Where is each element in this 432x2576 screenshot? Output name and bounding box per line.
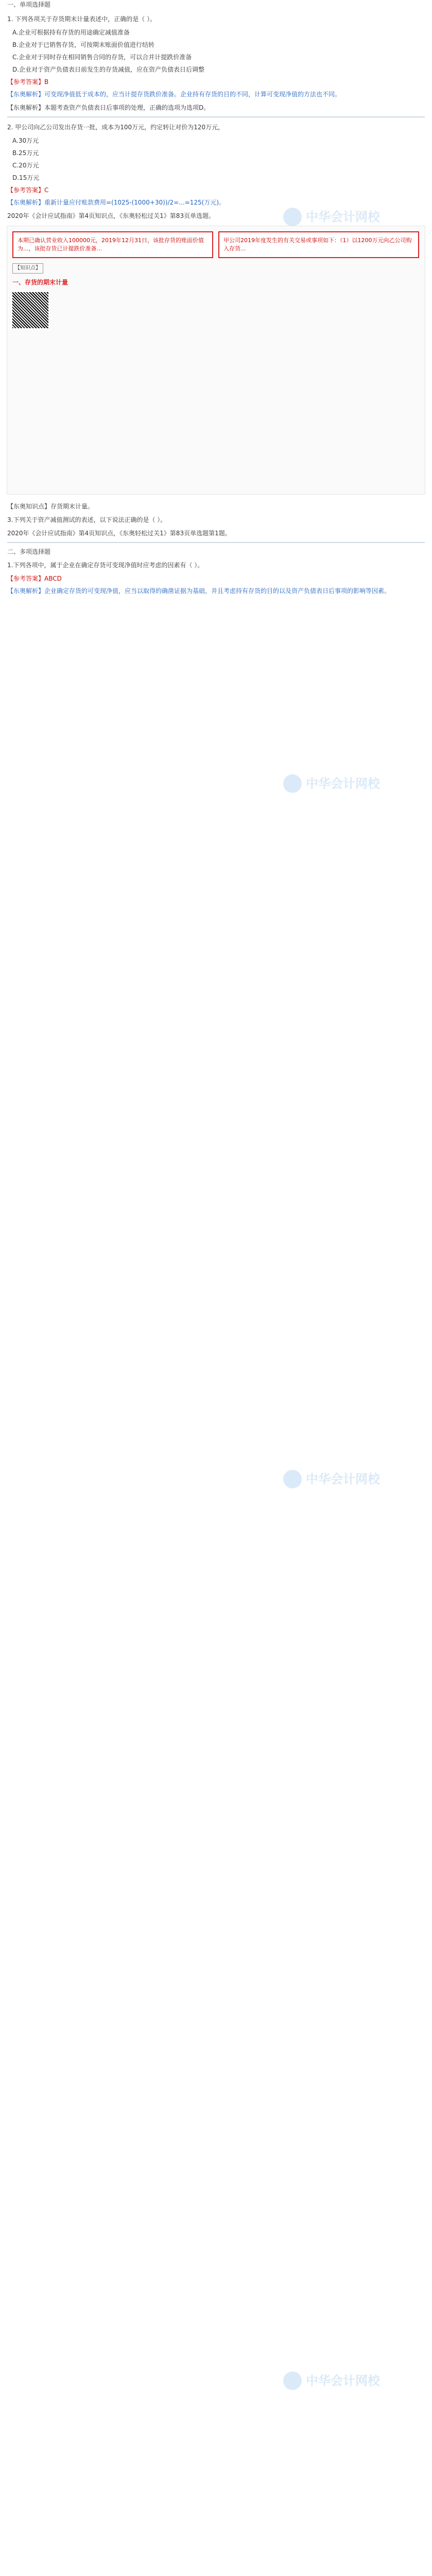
watermark: 中华会计网校 [283,2370,391,2392]
highlight-box [218,231,419,258]
question-number: 2. [7,124,13,131]
logo-icon [283,208,302,226]
note: 2020年《会计应试指南》第4页知识点，《东奥轻松过关1》第83页单选题第1题。 [7,530,231,537]
note: 【东奥解析】本题考查资产负债表日后事项的处理，正确的选项为选项D。 [7,104,210,111]
section-title: 二、多项选择题 [7,548,51,555]
option: C.企业对于同时存在相同销售合同的存货，可以合并计提跌价准备 [12,54,192,61]
option: B.企业对于已销售存货，可按期末账面价值进行结转 [12,41,155,48]
section-title: 一、单项选择题 [7,1,51,8]
option: B.25万元 [12,149,39,157]
option: A.30万元 [12,137,39,144]
answer-label: 【参考答案】C [7,187,49,194]
explanation: 【东奥解析】重新计量应付账款费用=(1025-(1000+30))/2=...=125(万元)。 [7,199,226,206]
question [7,14,425,24]
excerpt-heading: 一、存货的期末计量 [12,279,68,286]
note: 1.下列各项中，属于企业在确定存货可变现净值时应考虑的因素有（ ）。 [7,562,204,569]
left-column [12,231,213,331]
book-excerpt [7,226,425,495]
highlight-box [12,231,213,258]
divider [7,542,425,543]
option: D.企业对于资产负债表日前发生的存货减值，应在资产负债表日后调整 [12,66,205,73]
right-column [218,231,419,258]
question-stem: 甲公司向乙公司发出存货一批，成本为100万元，约定转让对价为120万元， [15,124,224,131]
option: D.15万元 [12,174,40,181]
watermark: 中华会计网校 [283,206,391,228]
watermark: 中华会计网校 [283,773,391,794]
logo-icon [283,2371,302,2390]
note: 【东奥知识点】存货期末计量。 [7,503,94,510]
note: 2020年《会计应试指南》第4页知识点，《东奥轻松过关1》第83页单选题。 [7,212,215,219]
box-text: 甲公司2019年度发生的有关交易或事项如下：（1）以1200万元向乙公司购入存货... [223,237,412,252]
logo-icon [283,774,302,793]
divider [7,116,425,117]
question-stem: 下列各项关于存货期末计量表述中，正确的是（ ）。 [15,15,157,23]
tag: 【知识点】 [12,263,43,274]
option: C.20万元 [12,162,39,169]
question-number: 1. [7,15,13,23]
explanation: 【东奥解析】可变现净值低于成本的，应当计提存货跌价准备。企业持有存货的目的不同，计算可变现净值的方法也不同。 [7,91,341,98]
logo-icon [283,1470,302,1488]
note: 3.下列关于资产减值测试的表述，以下说法正确的是（ ）。 [7,516,167,523]
qr-code-icon [12,292,48,328]
explanation: 【东奥解析】企业确定存货的可变现净值，应当以取得的确凿证据为基础，并且考虑持有存货的目的以及资产负债表日后事项的影响等因素。 [7,587,391,595]
question [7,123,425,132]
box-text: 本期已确认营业收入100000元，2019年12月31日，该批存货的账面价值为...，该批存货已计提跌价准备... [18,237,204,252]
answer-label: 【参考答案】B [7,78,49,86]
watermark: 中华会计网校 [283,1468,391,1490]
option: A.企业可根据持有存货的用途确定减值准备 [12,29,130,36]
answer-label: 【参考答案】ABCD [7,575,62,582]
